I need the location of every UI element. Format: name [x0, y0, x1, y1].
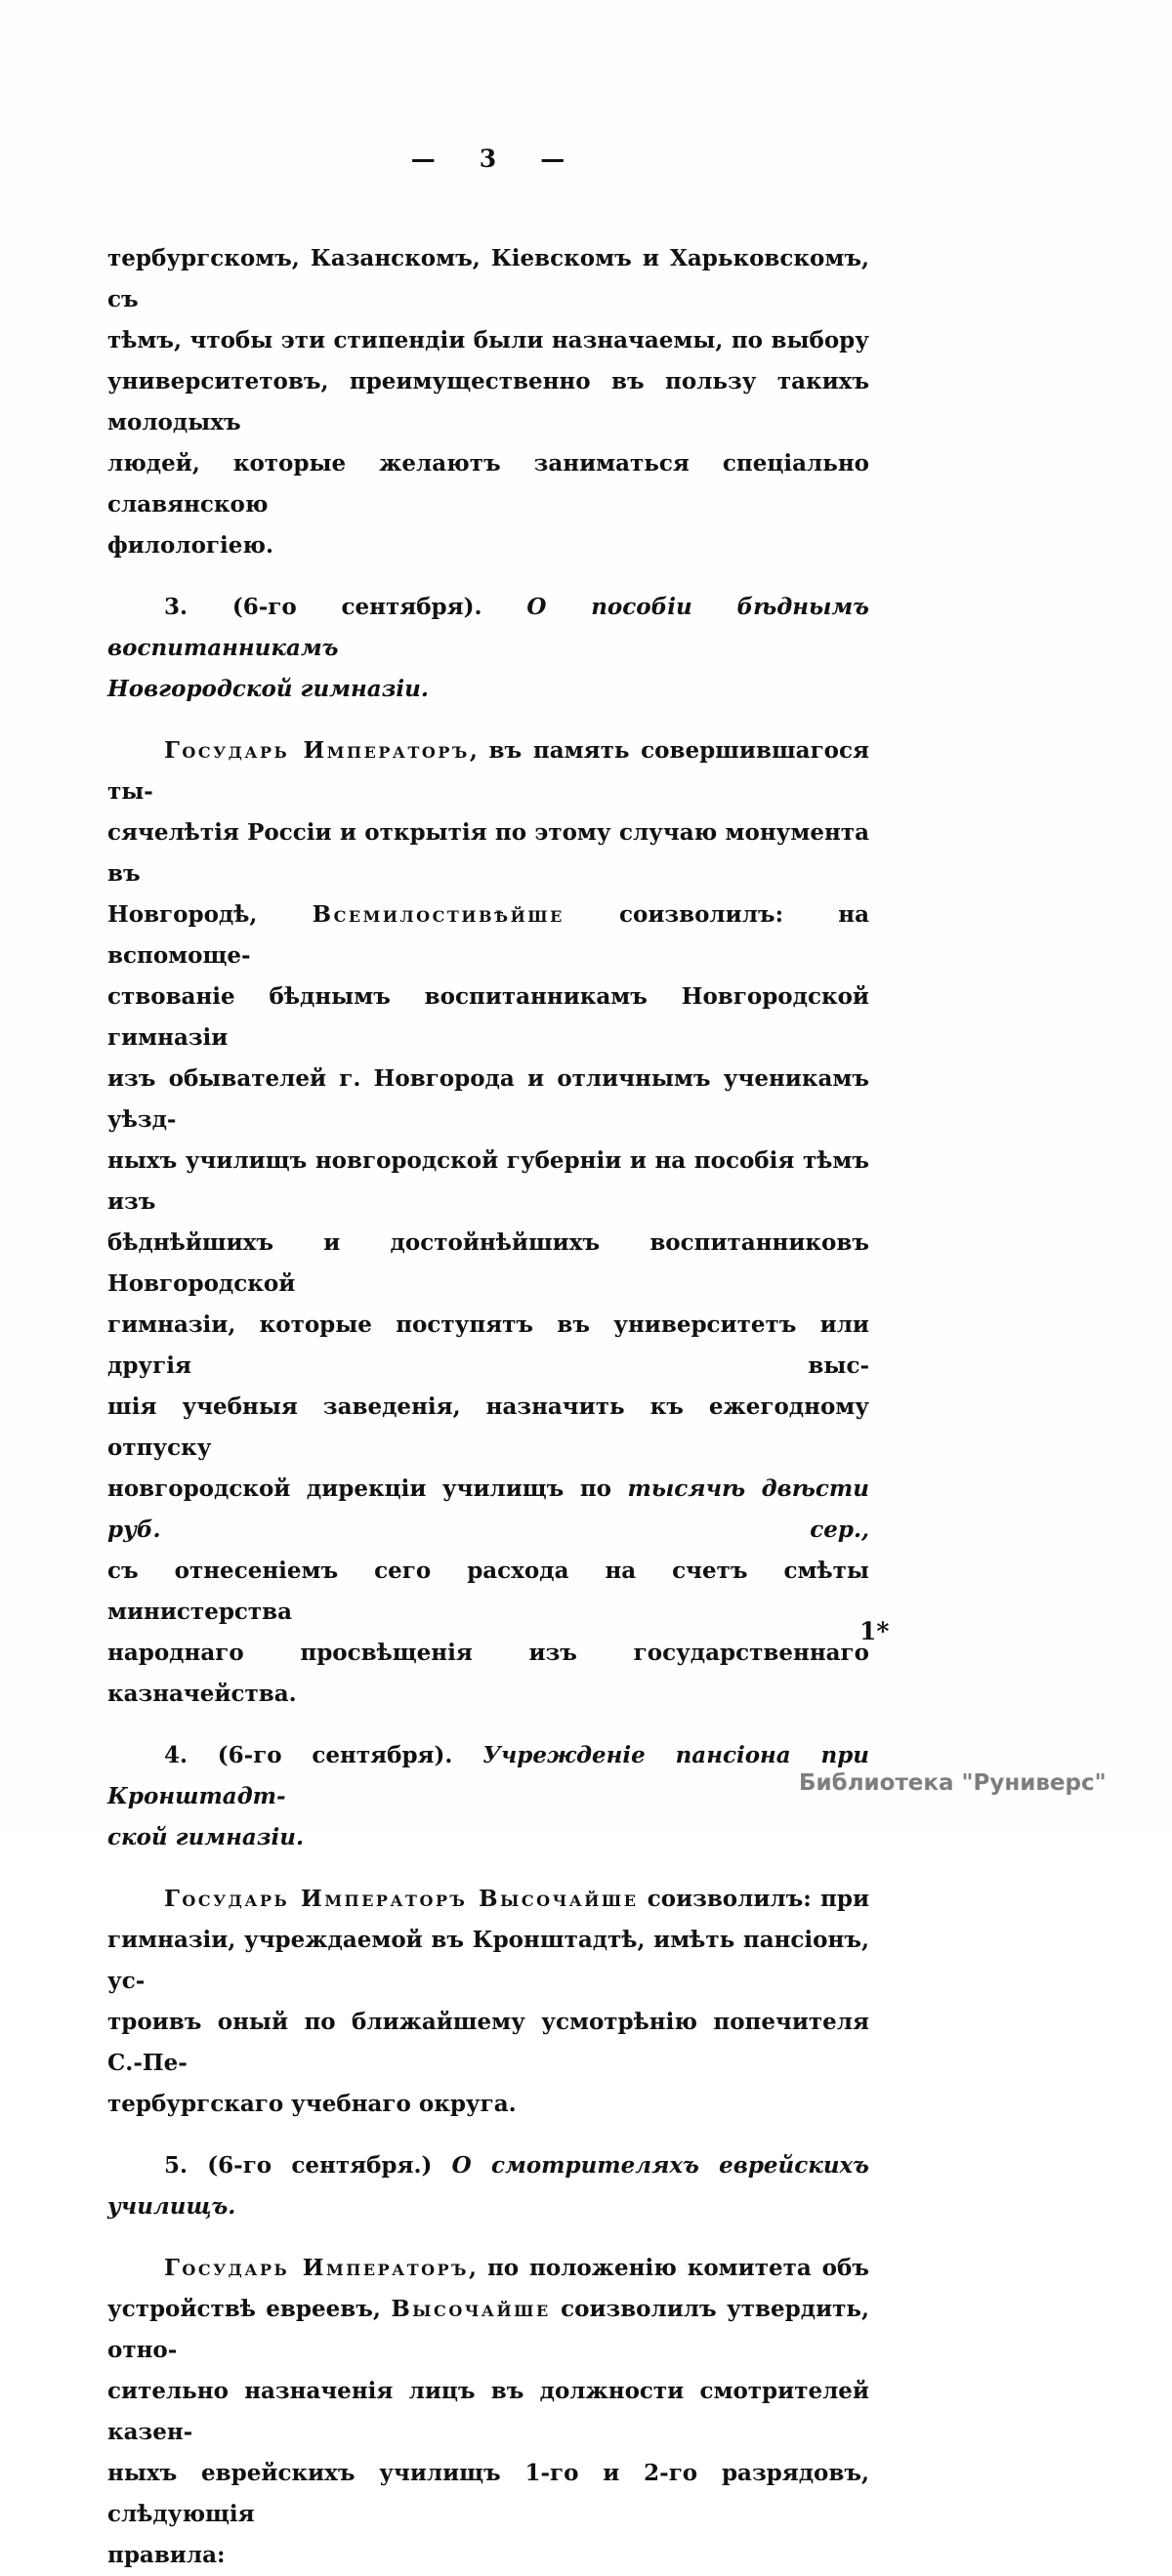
text-line [107, 525, 869, 566]
text-segment-smallcaps: Государь Императоръ [164, 737, 470, 764]
text-line [107, 1633, 869, 1715]
text-segment-normal: , по положенію комитета объ [469, 2255, 869, 2281]
text-segment-normal: гимназіи, которые поступятъ въ университетъ или другія выс- [107, 1311, 869, 1379]
text-segment-smallcaps: Государь Императоръ Высочайше [164, 1886, 639, 1912]
text-line [107, 361, 869, 443]
text-segment-normal: съ отнесеніемъ сего расхода на счетъ смѣты министерства [107, 1558, 869, 1625]
text-segment-italic: О смотрителяхъ еврейскихъ училищъ. [107, 2152, 869, 2220]
text-segment-normal: соизволилъ утвердить, отно- [107, 2296, 870, 2363]
text-segment-normal: правила: [107, 2542, 226, 2568]
page-number-right-dash: — [540, 145, 566, 173]
text-line [107, 894, 869, 976]
text-line [107, 1879, 869, 1920]
text-segment-normal: соизволилъ: на вспомоще- [107, 901, 869, 969]
text-segment-normal: филологіею. [107, 532, 273, 559]
text-segment-normal: университетовъ, преимущественно въ пользу такихъ молодыхъ [107, 368, 869, 436]
text-line [107, 2084, 869, 2125]
text-line [107, 2002, 869, 2084]
text-line [107, 730, 869, 812]
text-segment-normal: тербургскомъ, Казанскомъ, Кіевскомъ и Харьковскомъ, съ [107, 245, 869, 312]
text-segment-normal: троивъ оный по ближайшему усмотрѣнію попечителя С.-Пе- [107, 2009, 869, 2076]
text-segment-italic: Учрежденіе пансіона при Кронштадт- [107, 1742, 869, 1809]
text-segment-smallcaps: Всемилостивѣйше [312, 901, 565, 928]
text-segment-smallcaps: Высочайше [391, 2296, 551, 2322]
text-line [107, 2535, 869, 2576]
text-segment-smallcaps: Государь Императоръ [164, 2255, 470, 2281]
text-segment-normal: 3. (6-го сентября). [164, 594, 527, 620]
text-line [107, 669, 869, 710]
text-line [107, 238, 869, 320]
signature-mark: 1* [859, 1617, 890, 1645]
text-segment-italic: тысячѣ двѣсти руб. сер., [107, 1475, 869, 1543]
text-line [107, 1735, 869, 1817]
paragraph [107, 2248, 869, 2576]
text-line [107, 1469, 869, 1551]
text-line [107, 1920, 869, 2002]
text-segment-normal: сячелѣтія Россіи и открытія по этому случаю монумента въ [107, 819, 869, 887]
text-line [107, 2371, 869, 2453]
text-segment-normal: изъ обывателей г. Новгорода и отличнымъ ученикамъ уѣзд- [107, 1065, 869, 1133]
library-watermark: Библиотека "Руниверс" [799, 1770, 1107, 1796]
text-line [107, 2289, 869, 2371]
text-line [107, 1141, 869, 1223]
section-heading [107, 2145, 869, 2227]
text-line [107, 2145, 869, 2227]
text-segment-normal: Новгородѣ, [107, 901, 313, 928]
text-segment-normal: 4. (6-го сентября). [164, 1742, 483, 1768]
page-number-header [107, 145, 869, 173]
text-segment-normal: сительно назначенія лицъ въ должности смотрителей казен- [107, 2378, 869, 2445]
text-line [107, 1059, 869, 1141]
text-line [107, 2453, 869, 2535]
text-segment-normal: ствованіе бѣднымъ воспитанникамъ Новгородской гимназіи [107, 983, 869, 1051]
text-line [107, 443, 869, 525]
section-heading [107, 587, 869, 710]
text-segment-normal: 5. (6-го сентября.) [164, 2152, 452, 2179]
section-heading [107, 1735, 869, 1858]
paragraph [107, 238, 869, 566]
text-segment-normal: ныхъ еврейскихъ училищъ 1-го и 2-го разрядовъ, слѣдующія [107, 2460, 869, 2527]
text-segment-normal: людей, которые желаютъ заниматься спеціально славянскою [107, 450, 869, 518]
text-segment-normal: гимназіи, учреждаемой въ Кронштадтѣ, имѣть пансіонъ, ус- [107, 1927, 869, 1994]
text-segment-normal: соизволилъ: при [638, 1886, 869, 1912]
text-line [107, 2248, 869, 2289]
text-segment-italic: ской гимназіи. [107, 1824, 304, 1850]
text-segment-italic: О пособіи бѣднымъ воспитанникамъ [107, 594, 869, 661]
text-line [107, 1305, 869, 1387]
page-number: 3 [479, 145, 498, 173]
text-segment-normal: , въ память совершившагося ты- [107, 737, 869, 805]
text-line [107, 976, 869, 1059]
text-segment-normal: бѣднѣйшихъ и достойнѣйшихъ воспитанниковъ Новгородской [107, 1229, 869, 1297]
text-segment-normal: шія учебныя заведенія, назначить къ ежегодному отпуску [107, 1393, 869, 1461]
text-segment-normal: новгородской дирекціи училищъ по [107, 1475, 628, 1502]
paragraph [107, 1879, 869, 2125]
text-line [107, 1551, 869, 1633]
paragraph [107, 730, 869, 1715]
page-number-left-dash: — [410, 145, 437, 173]
text-line [107, 812, 869, 894]
text-line [107, 587, 869, 669]
text-column [107, 238, 869, 2576]
text-line [107, 1817, 869, 1858]
text-segment-italic: Новгородской гимназіи. [107, 676, 429, 702]
text-segment-normal: тербургскаго учебнаго округа. [107, 2091, 517, 2117]
text-segment-normal: устройствѣ евреевъ, [107, 2296, 392, 2322]
text-segment-normal: народнаго просвѣщенія изъ государственнаго казначейства. [107, 1640, 869, 1707]
text-line [107, 320, 869, 361]
text-line [107, 1223, 869, 1305]
text-line [107, 1387, 869, 1469]
text-segment-normal: ныхъ училищъ новгородской губерніи и на пособія тѣмъ изъ [107, 1147, 869, 1215]
text-segment-normal: тѣмъ, чтобы эти стипендіи были назначаемы, по выбору [107, 327, 869, 353]
